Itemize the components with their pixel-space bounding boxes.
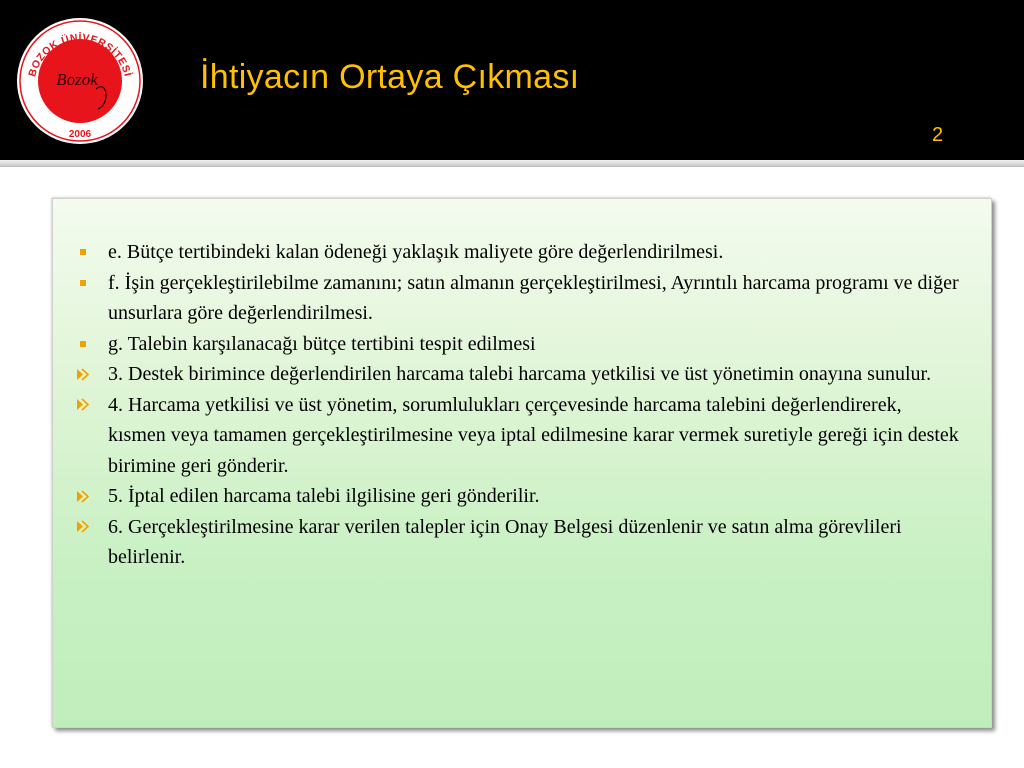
bullet-list [73,237,963,573]
bullet-text: g. Talebin karşılanacağı bütçe tertibini tespit edilmesi [108,332,536,355]
bullet-item [73,237,963,268]
bullet-text: e. Bütçe tertibindeki kalan ödeneği yaklaşık maliyete göre değerlendirilmesi. [108,241,724,263]
bullet-text: 6. Gerçekleştirilmesine karar verilen talepler için Onay Belgesi düzenlenir ve satın alma görevlileri belirlenir. [108,515,902,568]
bullet-text: 4. Harcama yetkilisi ve üst yönetim, sorumlulukları çerçevesinde harcama talebini değerlendirerek, kısmen veya tamamen gerçekleştirilmesine veya iptal edilmesine karar vermek suretiyle gereği için destek birimine geri gönderir. [108,393,959,477]
logo-signature: Bozok [56,70,98,89]
square-bullet-icon [73,237,93,267]
slide-title: İhtiyacın Ortaya Çıkması [200,58,580,96]
arrow-bullet-icon [73,512,93,542]
bullet-item [73,512,963,573]
header-divider [0,160,1024,167]
square-bullet-icon [73,329,93,359]
university-logo [16,17,144,145]
logo-year: 2006 [68,129,92,140]
arrow-bullet-icon [73,359,93,389]
bullet-text: 5. İptal edilen harcama talebi ilgilisine geri gönderilir. [108,485,540,507]
square-bullet-icon [73,268,93,298]
bullet-item [73,268,963,329]
logo-arc-text: BOZOK ÜNİVERSİTESİ [26,31,134,79]
bullet-item [73,329,963,360]
arrow-bullet-icon [73,481,93,511]
bullet-item [73,481,963,512]
bullet-text: 3. Destek birimince değerlendirilen harcama talebi harcama yetkilisi ve üst yönetimin onayına sunulur. [108,363,932,385]
bullet-text: f. İşin gerçekleştirilebilme zamanını; satın almanın gerçekleştirilmesi, Ayrıntılı harcama programı ve diğer unsurlara göre değerlendirilmesi. [108,271,959,324]
arrow-bullet-icon [73,390,93,420]
slide-number: 2 [932,124,944,146]
content-box [52,198,992,728]
bullet-item [73,359,963,390]
bullet-item [73,390,963,482]
